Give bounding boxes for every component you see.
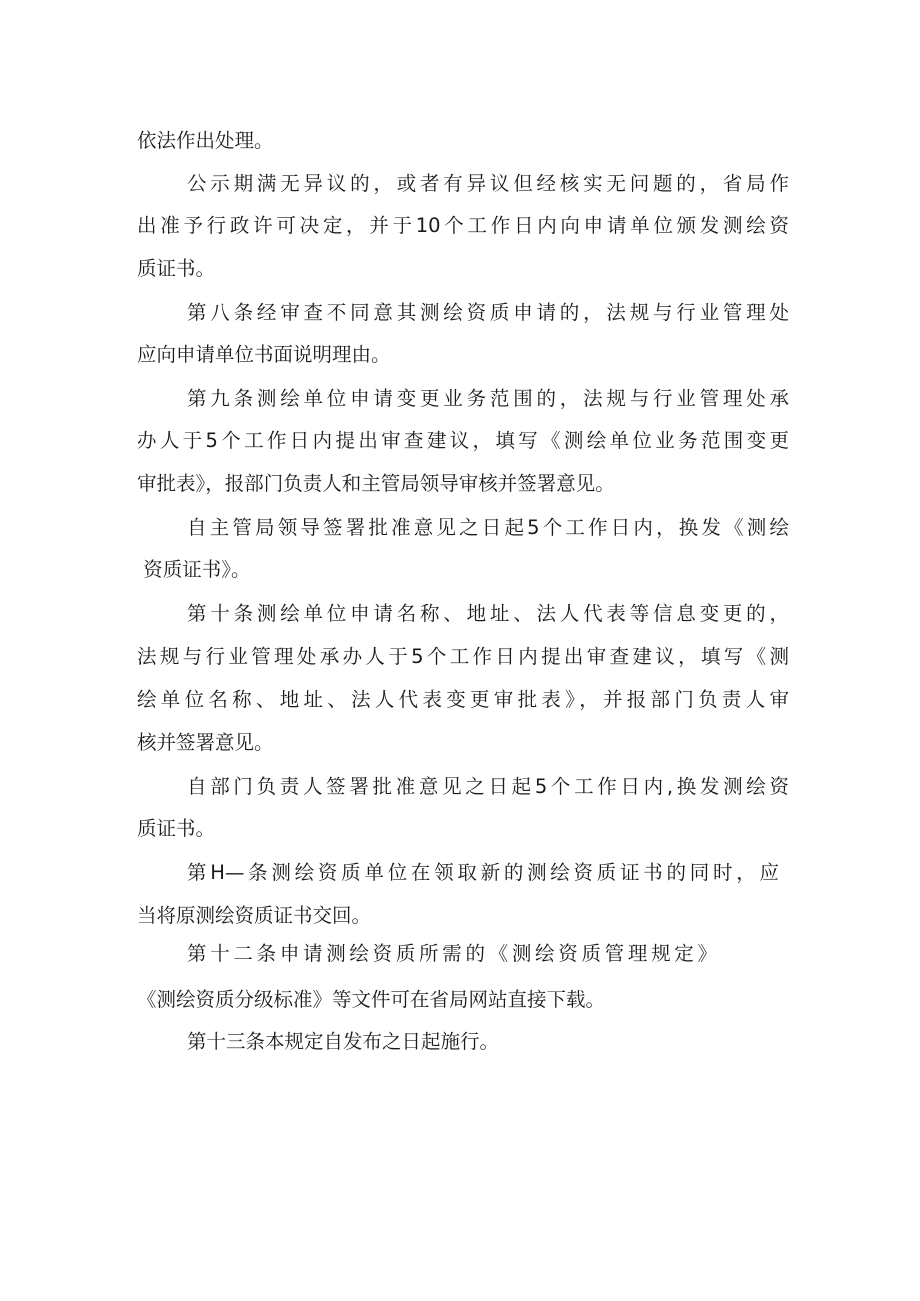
paragraph-line: 第十条测绘单位申请名称、地址、法人代表等信息变更的， (187, 602, 789, 625)
paragraph-line: 公示期满无异议的，或者有异议但经核实无问题的，省局作 (187, 172, 789, 195)
paragraph-line: 质证书。 (137, 257, 216, 280)
paragraph-line: 办人于5个工作日内提出审查建议，填写《测绘单位业务范围变更 (137, 429, 789, 452)
paragraph-line: 审批表》，报部门负责人和主管局领导审核并签署意见。 (137, 472, 615, 495)
paragraph-line: 当将原测绘资质证书交回。 (137, 904, 372, 927)
paragraph-line: 自主管局领导签署批准意见之日起5个工作日内，换发《测绘 (187, 516, 789, 539)
paragraph-line: 《测绘资质分级标准》等文件可在省局网站直接下载。 (137, 988, 606, 1011)
paragraph-line: 第十二条申请测绘资质所需的《测绘资质管理规定》 (187, 942, 717, 965)
paragraph-line: 绘单位名称、地址、法人代表变更审批表》，并报部门负责人审 (137, 688, 789, 711)
paragraph-line: 出准予行政许可决定，并于10个工作日内向申请单位颁发测绘资 (137, 214, 789, 237)
paragraph-line: 资质证书》。 (137, 558, 251, 581)
paragraph-line: 第十三条本规定自发布之日起施行。 (187, 1030, 500, 1053)
paragraph-line: 法规与行业管理处承办人于5个工作日内提出审查建议，填写《测 (137, 645, 789, 668)
paragraph-line: 依法作出处理。 (137, 129, 274, 152)
paragraph-line: 第八条经审查不同意其测绘资质申请的，法规与行业管理处 (187, 301, 789, 324)
paragraph-line: 核并签署意见。 (137, 731, 274, 754)
paragraph-line: 质证书。 (137, 817, 216, 840)
paragraph-line: 自部门负责人签署批准意见之日起5个工作日内,换发测绘资 (187, 775, 789, 798)
paragraph-line: 第九条测绘单位申请变更业务范围的，法规与行业管理处承 (187, 387, 789, 410)
paragraph-line: 应向申请单位书面说明理由。 (137, 343, 391, 366)
paragraph-line: 第H—条测绘资质单位在领取新的测绘资质证书的同时，应 (187, 861, 779, 884)
